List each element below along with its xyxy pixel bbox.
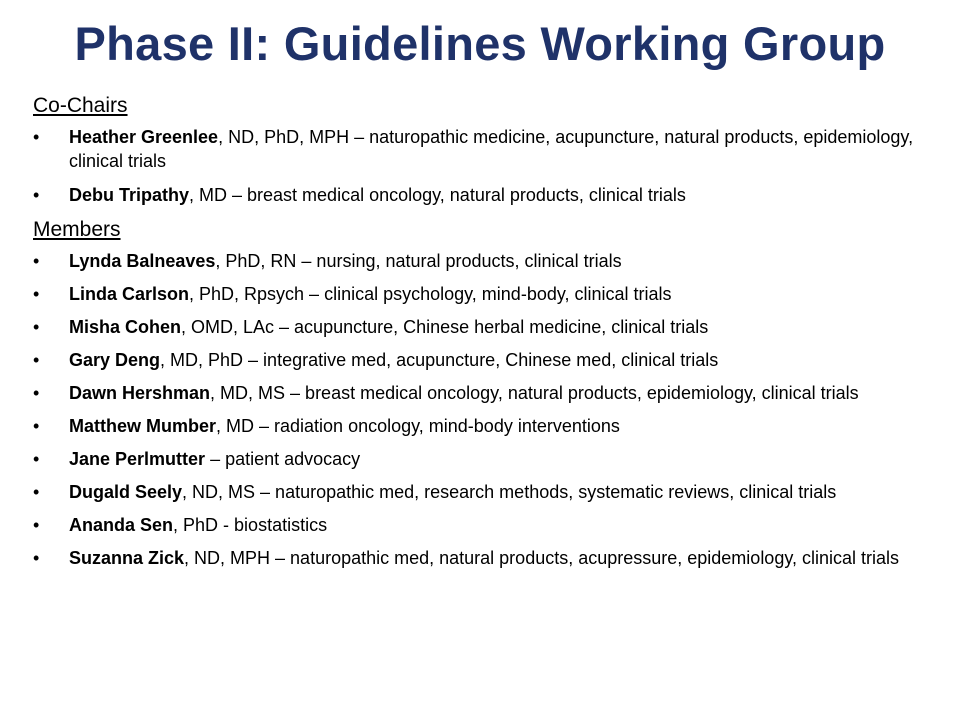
- bullet: •: [33, 548, 40, 568]
- cochairs-list: [33, 125, 938, 207]
- bullet: •: [33, 127, 40, 147]
- list-item: [33, 249, 938, 273]
- list-item: [33, 513, 938, 537]
- list-item: [33, 480, 938, 504]
- person-details: , ND, MPH – naturopathic med, natural products, acupressure, epidemiology, clinical trials: [184, 548, 900, 568]
- person-name: Linda Carlson: [69, 284, 190, 304]
- person-name: Dugald Seely: [69, 482, 183, 502]
- person-details: , PhD, RN – nursing, natural products, clinical trials: [215, 251, 622, 271]
- list-item: [33, 414, 938, 438]
- list-item: [33, 315, 938, 339]
- person-details: , MD – breast medical oncology, natural products, clinical trials: [189, 185, 686, 205]
- person-details: , ND, PhD, MPH – naturopathic medicine, acupuncture, natural products, epidemiology, clinical trials: [69, 127, 914, 171]
- person-name: Misha Cohen: [69, 317, 182, 337]
- bullet: •: [33, 515, 40, 535]
- person-name: Suzanna Zick: [69, 548, 185, 568]
- list-item: [33, 348, 938, 372]
- person-details: , PhD - biostatistics: [173, 515, 328, 535]
- person-details: , PhD, Rpsych – clinical psychology, mind-body, clinical trials: [189, 284, 672, 304]
- person-name: Heather Greenlee: [69, 127, 219, 147]
- person-name: Dawn Hershman: [69, 383, 211, 403]
- person-details: , MD – radiation oncology, mind-body interventions: [216, 416, 620, 436]
- person-name: Matthew Mumber: [69, 416, 217, 436]
- cochairs-heading: Co-Chairs: [33, 94, 128, 117]
- bullet: •: [33, 416, 40, 436]
- members-list: [33, 249, 938, 570]
- bullet: •: [33, 383, 40, 403]
- bullet: •: [33, 482, 40, 502]
- person-details: , MD, MS – breast medical oncology, natural products, epidemiology, clinical trials: [210, 383, 859, 403]
- bullet: •: [33, 449, 40, 469]
- slide-title: Phase II: Guidelines Working Group: [74, 17, 886, 70]
- list-item: [33, 183, 938, 207]
- person-name: Debu Tripathy: [69, 185, 190, 205]
- person-name: Gary Deng: [69, 350, 161, 370]
- bullet: •: [33, 251, 40, 271]
- person-name: Jane Perlmutter: [69, 449, 206, 469]
- person-details: , MD, PhD – integrative med, acupuncture, Chinese med, clinical trials: [160, 350, 719, 370]
- bullet: •: [33, 350, 40, 370]
- list-item: [33, 447, 938, 471]
- list-item: [33, 282, 938, 306]
- person-name: Lynda Balneaves: [69, 251, 216, 271]
- list-item: [33, 125, 938, 173]
- list-item: [33, 546, 938, 570]
- bullet: •: [33, 185, 40, 205]
- members-heading: Members: [33, 218, 121, 241]
- list-item: [33, 381, 938, 405]
- person-name: Ananda Sen: [69, 515, 174, 535]
- bullet: •: [33, 317, 40, 337]
- bullet: •: [33, 284, 40, 304]
- person-details: – patient advocacy: [205, 449, 361, 469]
- person-details: , ND, MS – naturopathic med, research methods, systematic reviews, clinical trials: [182, 482, 837, 502]
- slide-body: [33, 92, 938, 579]
- person-details: , OMD, LAc – acupuncture, Chinese herbal medicine, clinical trials: [181, 317, 709, 337]
